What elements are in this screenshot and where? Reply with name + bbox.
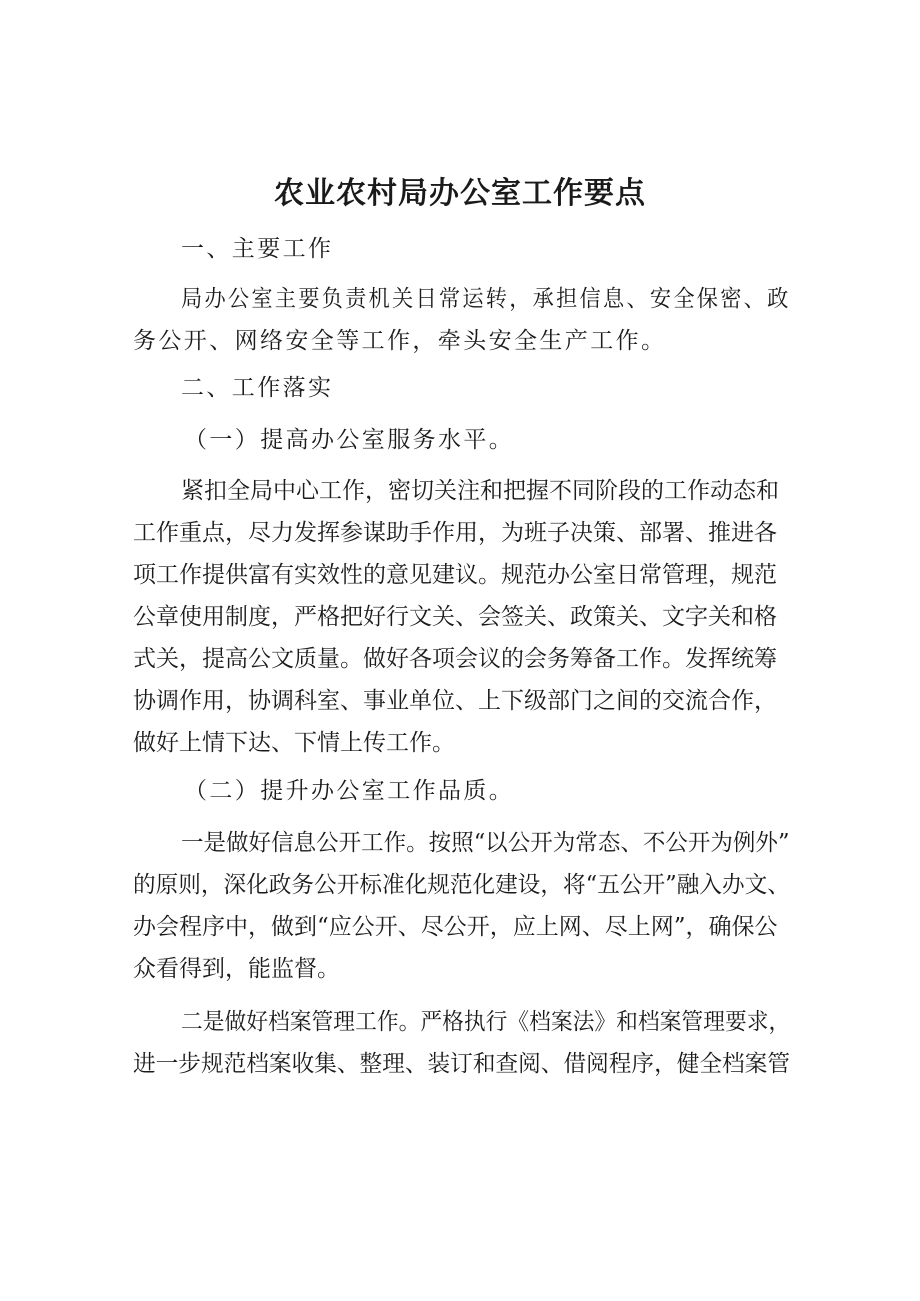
paragraph-line: 一是做好信息公开工作。按照“以公开为常态、不公开为例外” [181, 830, 790, 856]
paragraph-line: 紧扣全局中心工作，密切关注和把握不同阶段的工作动态和 [181, 478, 779, 504]
paragraph-line: 公章使用制度，严格把好行文关、会签关、政策关、文字关和格 [133, 604, 777, 630]
heading-implementation: 二、工作落实 [181, 375, 334, 401]
paragraph-line: 工作重点，尽力发挥参谋助手作用，为班子决策、部署、推进各 [133, 520, 777, 546]
paragraph-line: 的原则，深化政务公开标准化规范化建设，将“五公开”融入办文、 [133, 872, 790, 898]
paragraph-line: 做好上情下达、下情上传工作。 [133, 730, 455, 756]
subheading-service-level: （一）提高办公室服务水平。 [184, 427, 515, 453]
paragraph-line: 办会程序中，做到“应公开、尽公开，应上网、尽上网”，确保公 [133, 914, 778, 940]
paragraph-line: 进一步规范档案收集、整理、装订和查阅、借阅程序，健全档案管 [133, 1051, 790, 1077]
heading-main-work: 一、主要工作 [181, 236, 334, 262]
paragraph-line: 协调作用，协调科室、事业单位、上下级部门之间的交流合作， [133, 688, 777, 714]
paragraph-line: 局办公室主要负责机关日常运转，承担信息、安全保密、政 [181, 286, 791, 312]
subheading-work-quality: （二）提升办公室工作品质。 [184, 778, 515, 804]
document-title: 农业农村局办公室工作要点 [274, 176, 646, 211]
paragraph-line: 项工作提供富有实效性的意见建议。规范办公室日常管理，规范 [133, 562, 777, 588]
paragraph-line: 二是做好档案管理工作。严格执行《档案法》和档案管理要求， [181, 1009, 791, 1035]
paragraph-line: 众看得到，能监督。 [133, 956, 340, 982]
paragraph-line: 务公开、网络安全等工作，牵头安全生产工作。 [133, 328, 667, 354]
paragraph-line: 式关，提高公文质量。做好各项会议的会务筹备工作。发挥统筹 [133, 646, 777, 672]
